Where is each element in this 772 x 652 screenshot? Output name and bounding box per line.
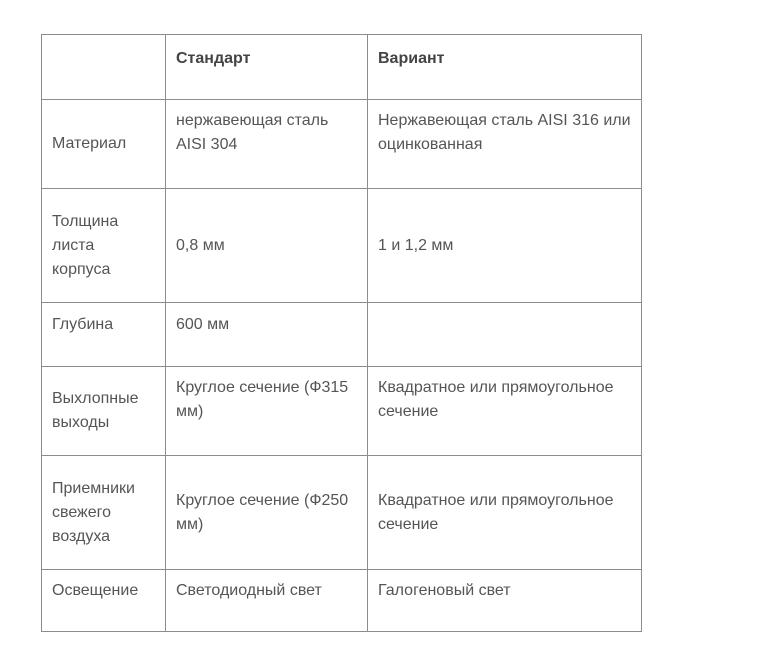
row-label-cell: Приемники свежего воздуха xyxy=(42,456,166,570)
table-header-row xyxy=(42,35,642,100)
row-label-cell: Выхлопные выходы xyxy=(42,367,166,456)
row-label-cell: Глубина xyxy=(42,303,166,367)
standard-value-cell: Светодиодный свет xyxy=(166,570,368,632)
spec-comparison-table xyxy=(41,34,642,632)
table-row-lighting xyxy=(42,570,642,632)
header-standard-cell: Стандарт xyxy=(166,35,368,100)
row-label-cell: Материал xyxy=(42,100,166,189)
table-row-exhaust-outlets xyxy=(42,367,642,456)
variant-value-cell: Квадратное или прямоугольное сечение xyxy=(368,456,642,570)
table-row-material xyxy=(42,100,642,189)
table-row-fresh-air-intakes xyxy=(42,456,642,570)
table-row-depth xyxy=(42,303,642,367)
table-row-sheet-thickness xyxy=(42,189,642,303)
row-label-cell: Толщина листа корпуса xyxy=(42,189,166,303)
header-variant-cell: Вариант xyxy=(368,35,642,100)
standard-value-cell: 0,8 мм xyxy=(166,189,368,303)
standard-value-cell: Круглое сечение (Ф250 мм) xyxy=(166,456,368,570)
row-label-cell: Освещение xyxy=(42,570,166,632)
standard-value-cell: нержавеющая сталь AISI 304 xyxy=(166,100,368,189)
standard-value-cell: Круглое сечение (Ф315 мм) xyxy=(166,367,368,456)
header-corner-cell xyxy=(42,35,166,100)
variant-value-cell: 1 и 1,2 мм xyxy=(368,189,642,303)
variant-value-cell: Нержавеющая сталь AISI 316 или оцинкованная xyxy=(368,100,642,189)
variant-value-cell: Галогеновый свет xyxy=(368,570,642,632)
standard-value-cell: 600 мм xyxy=(166,303,368,367)
variant-value-cell xyxy=(368,303,642,367)
variant-value-cell: Квадратное или прямоугольное сечение xyxy=(368,367,642,456)
